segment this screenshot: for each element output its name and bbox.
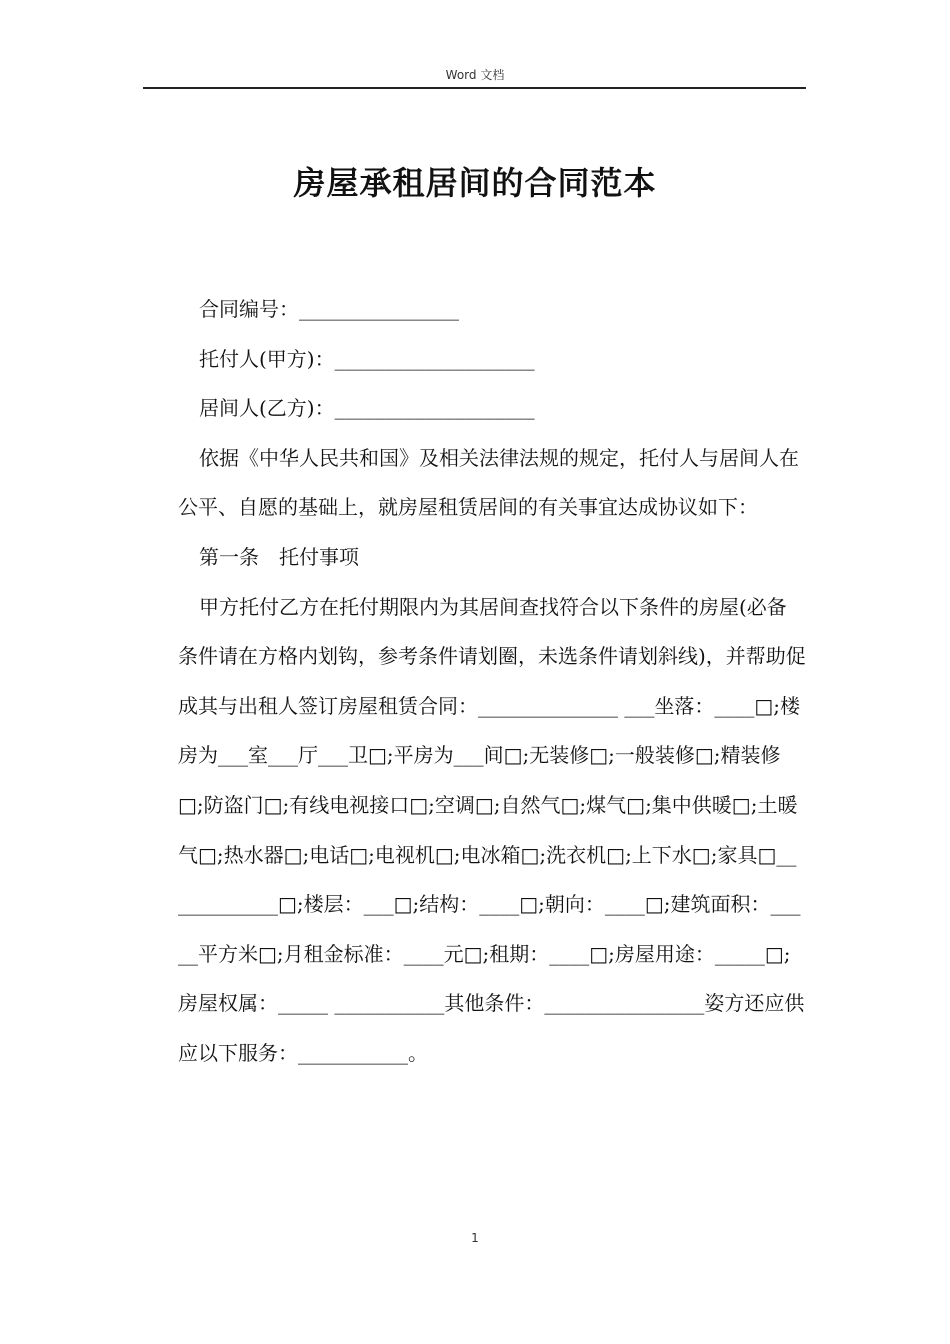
article-1-body: 甲方托付乙方在托付期限内为其居间查找符合以下条件的房屋(必备条件请在方格内划钩，参考条件请划圈，未选条件请划斜线)，并帮助促成其与出租人签订房屋租赁合同：______________ ___坐落：____□;楼房为___室___厅___卫□;平房为___间□;无装修□;一般装修□;精装修□;防盗门□;有线电视接口□;空调□;自然气□;煤气□;集中供暖□;土暖气□;热水器□;电话□;电视机□;电冰箱□;洗衣机□;上下水□;家具□____________□;楼层：___□;结构：____□;朝向：____□;建筑面积：_____平方米□;月租金标准：____元□;租期：____□;房屋用途：_____□;房屋权属：_____ ___________其他条件：________________姿方还应供应以下服务：___________。 bbox=[178, 594, 806, 1065]
article-1-heading: 第一条 托付事项 bbox=[199, 544, 359, 569]
document-body bbox=[178, 285, 806, 1079]
page-header: Word 文档 bbox=[445, 68, 505, 82]
party-a-line: 托付人(甲方)：____________________ bbox=[199, 346, 535, 371]
document-title: 房屋承租居间的合同范本 bbox=[293, 164, 657, 202]
page-number: 1 bbox=[471, 1231, 479, 1245]
preamble-paragraph: 依据《中华人民共和国》及相关法律法规的规定，托付人与居间人在公平、自愿的基础上，就房屋租赁居间的有关事宜达成协议如下： bbox=[178, 445, 799, 520]
contract-number-line: 合同编号：________________ bbox=[199, 297, 459, 321]
header-rule bbox=[143, 87, 806, 89]
party-b-line: 居间人(乙方)：____________________ bbox=[199, 396, 535, 421]
